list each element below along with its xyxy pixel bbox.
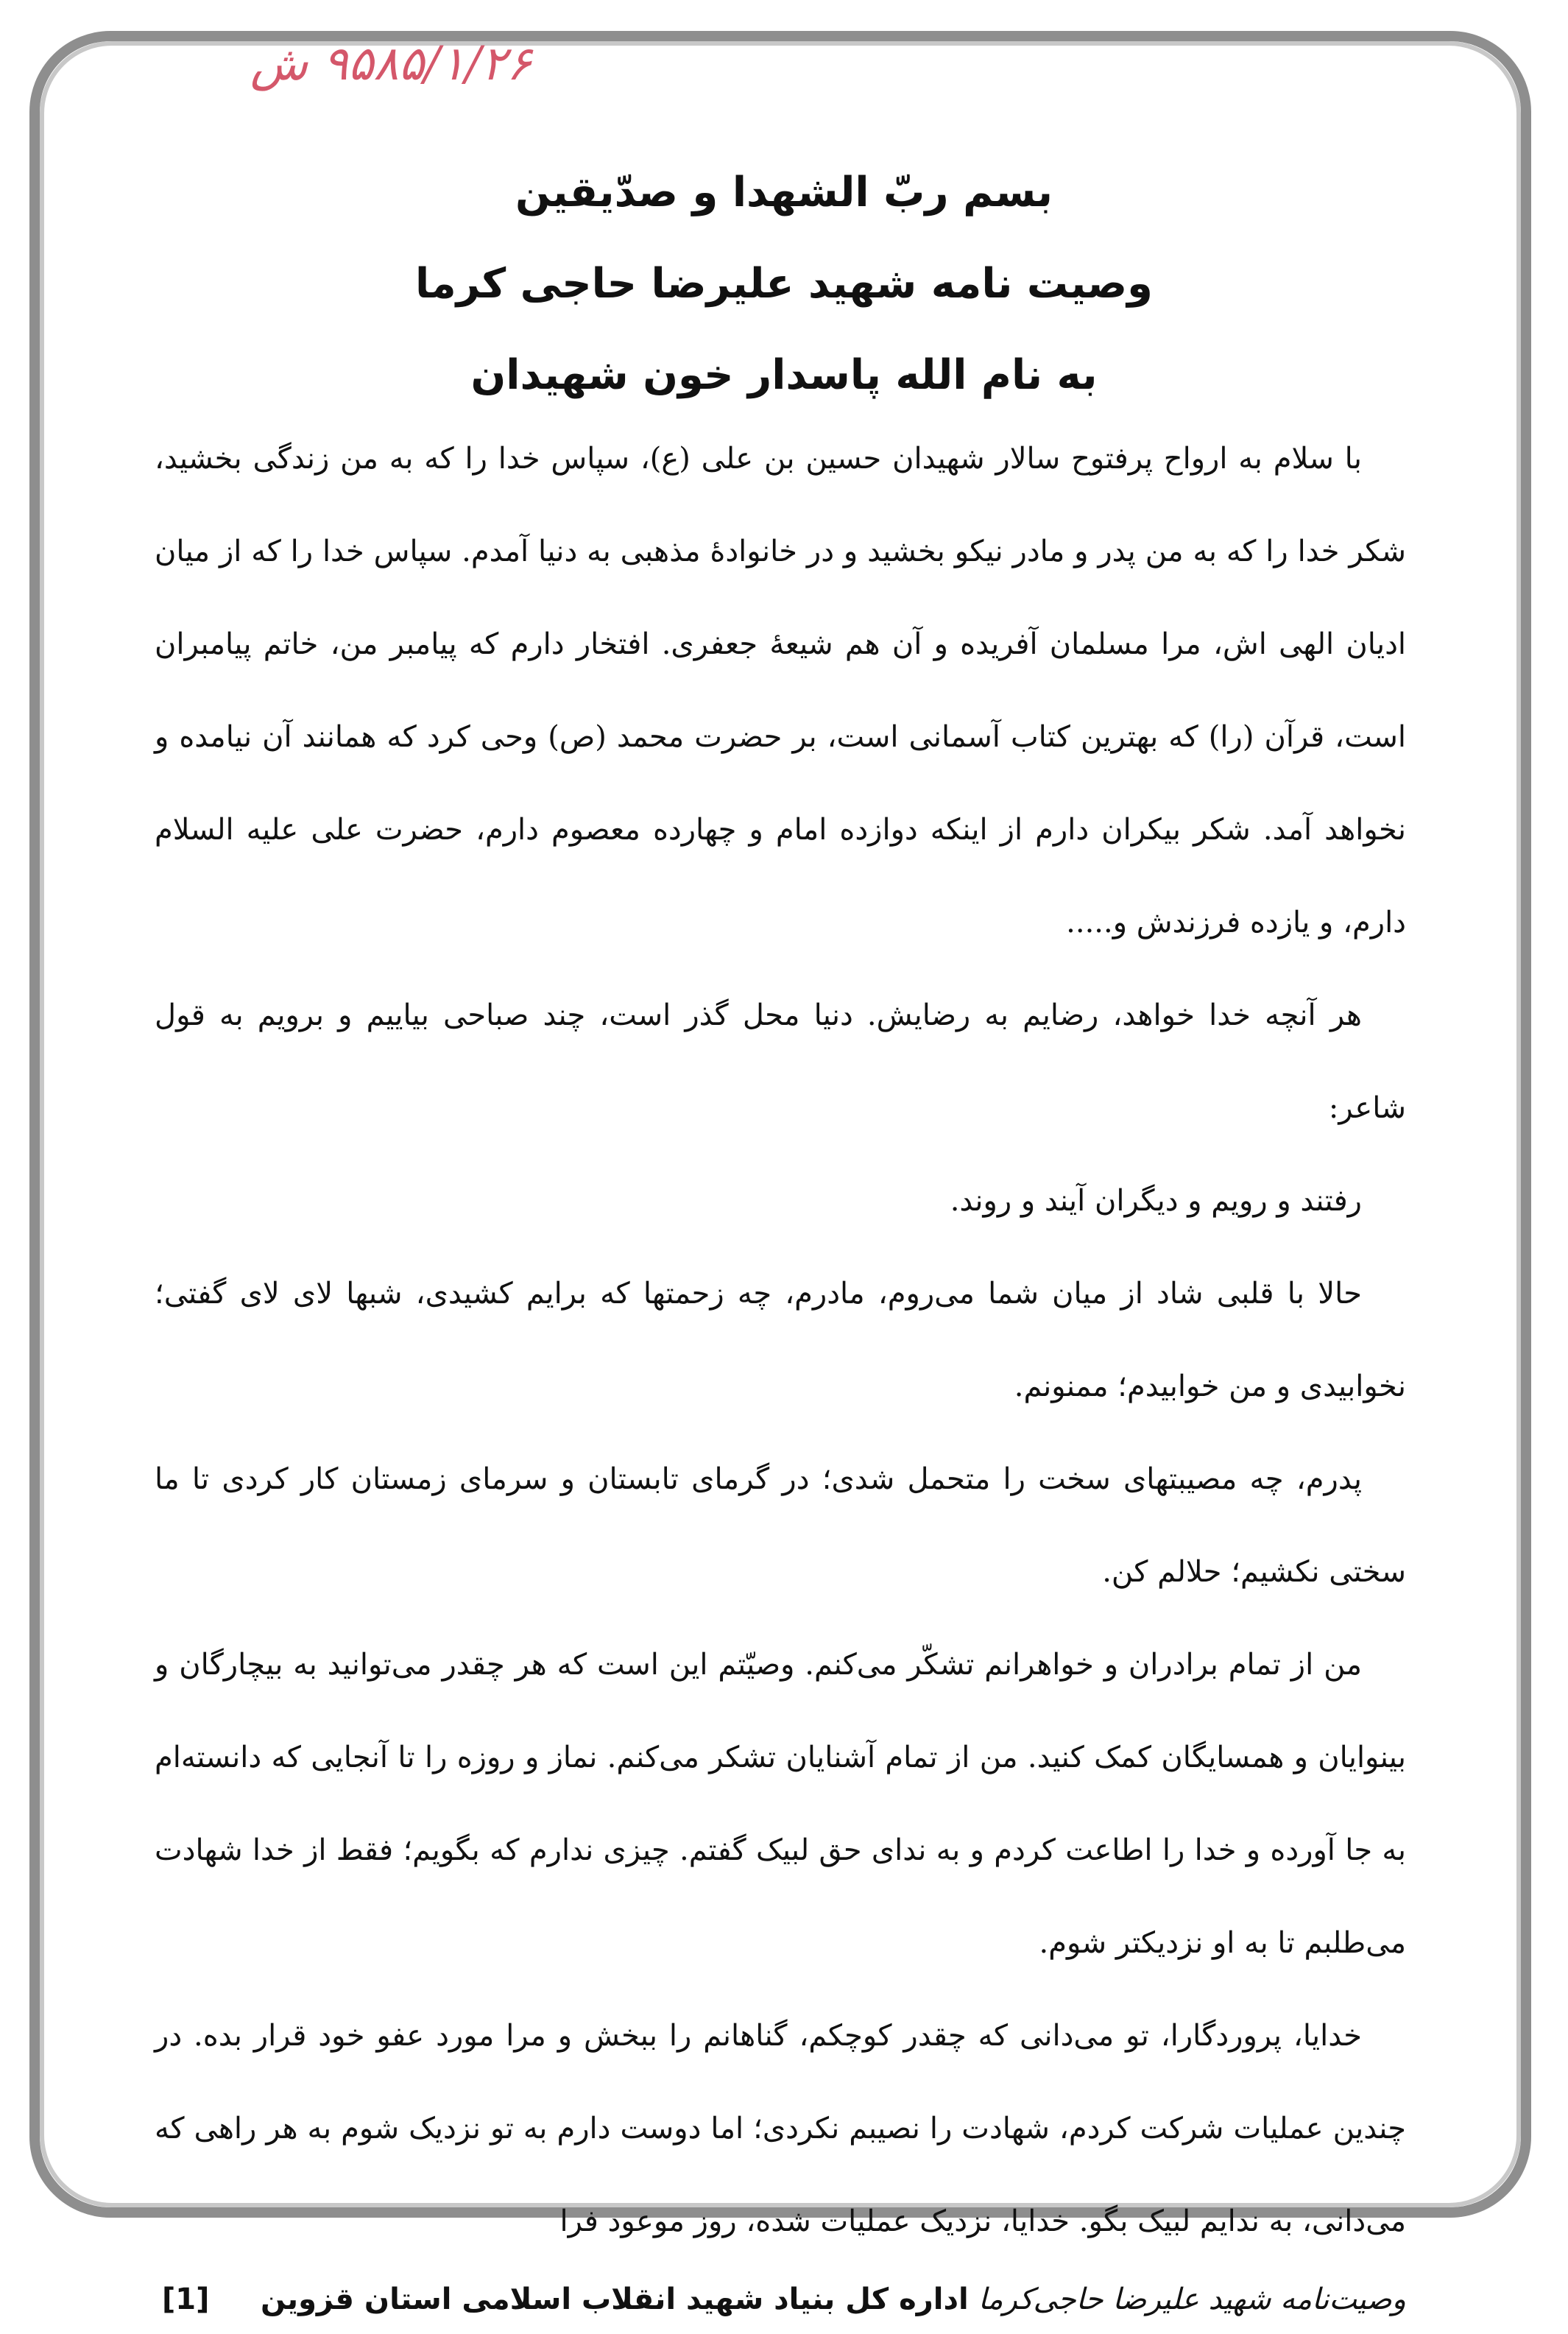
header-invocation: به نام الله پاسدار خون شهیدان	[470, 351, 1098, 399]
page-number: [1]	[162, 2282, 210, 2316]
handwritten-archive-number: ۹۵۸۵/۱/۲۶ ش	[250, 37, 532, 91]
paragraph: من از تمام برادران و خواهرانم تشکّر می‌کنم. وصیّتم این است که هر چقدر می‌توانید به بیچارگان و بینوایان و همسایگان کمک کنید. من از تمام آشنایان تشکر می‌کنم. نماز و روزه را تا آنجایی که دانسته‌ام به جا آورده و خدا را اطاعت کردم و به ندای حق لبیک گفتم. چیزی ندارم که بگویم؛ فقط از خدا شهادت می‌طلبم تا به او نزدیکتر شوم.	[155, 1648, 1406, 1960]
will-body	[155, 412, 1406, 2268]
paragraph: هر آنچه خدا خواهد، رضایم به رضایش. دنیا محل گذر است، چند صباحی بیاییم و برویم به قول شاعر:	[155, 998, 1406, 1125]
paragraph: خدایا، پروردگارا، تو می‌دانی که چقدر کوچکم، گناهانم را ببخش و مرا مورد عفو خود قرار بده. در چندین عملیات شرکت کردم، شهادت را نصیبم نکردی؛ اما دوست دارم به تو نزدیک شوم به هر راهی که می‌دانی، به ندایم لبیک بگو. خدایا، نزدیک عملیات شده، روز موعود فرا	[155, 2019, 1406, 2238]
paragraph: حالا با قلبی شاد از میان شما می‌روم، مادرم، چه زحمتها که برایم کشیدی، شبها لای لای گفتی؛ نخوابیدی و من خوابیدم؛ ممنونم.	[155, 1277, 1406, 1403]
page-footer	[162, 2282, 1406, 2334]
paragraph: با سلام به ارواح پرفتوح سالار شهیدان حسین بن علی (ع)، سپاس خدا را که به من زندگی بخشید، شکر خدا را که به من پدر و مادر نیکو بخشید و در خانوادهٔ مذهبی به دنیا آمدم. سپاس خدا را که از میان ادیان الهی اش، مرا مسلمان آفریده و آن هم شیعهٔ جعفری. افتخار دارم که پیامبر من، خاتم پیامبران است، قرآن (را) که بهترین کتاب آسمانی است، بر حضرت محمد (ص) وحی کرد که همانند آن نیامده و نخواهد آمد. شکر بیکران دارم از اینکه دوازده امام و چهارده معصوم دارم، حضرت علی علیه السلام دارم، و یازده فرزندش و.....	[155, 442, 1406, 939]
header-bismillah: بسم ربّ الشهدا و صدّیقین	[515, 169, 1053, 216]
footer-doc-title: وصیت‌نامه شهید علیرضا حاجی‌کرما	[978, 2282, 1406, 2316]
footer-organization: اداره کل بنیاد شهید انقلاب اسلامی استان قزوین	[261, 2282, 969, 2316]
header-title: وصیت نامه شهید علیرضا حاجی کرما	[415, 260, 1153, 308]
paragraph: رفتند و رویم و دیگران آیند و روند.	[950, 1184, 1362, 1218]
paragraph: پدرم، چه مصیبتهای سخت را متحمل شدی؛ در گرمای تابستان و سرمای زمستان کار کردی تا ما سختی نکشیم؛ حلالم کن.	[155, 1462, 1406, 1589]
header-block	[110, 147, 1458, 421]
footer-left-group	[162, 2282, 969, 2316]
